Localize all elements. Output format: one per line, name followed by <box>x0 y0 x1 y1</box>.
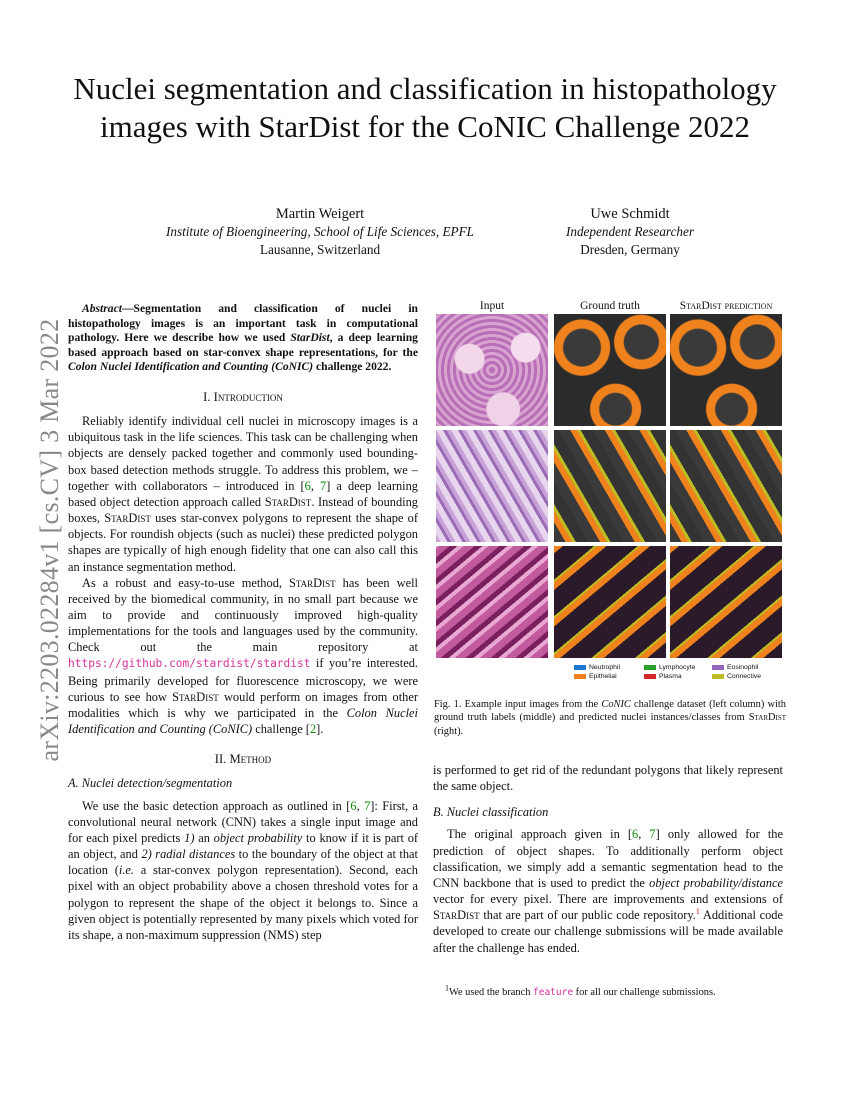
subsection-heading: B. Nuclei classification <box>433 805 549 820</box>
method-paragraph-b: The original approach given in [6, 7] only allowed for the prediction of object shapes. To additionally perform object classification, we simply add a semantic segmentation head to the CNN backbone that is used to predict the object probability/distance vector for every pixel. There are improvements and extensions of StarDist that are part of our public code repository.$^1$ Additional code developed to create our challenge submissions will be made available after the challenge has ended. <box>433 827 784 955</box>
section-heading-introduction: I. Introduction <box>203 389 283 404</box>
ground-truth-mask <box>554 314 666 426</box>
author-block <box>520 205 740 259</box>
prediction-mask <box>670 314 782 426</box>
abstract: Abstract—Segmentation and classification of nuclei in histopathology images is an important task in computational pathology. Here we describe how we used StarDist, a deep learning based approach based on star-convex shape representations, for the Colon Nuclei Identification and Counting (CoNIC) challenge 2022. <box>68 302 418 374</box>
legend-item: Eosinophil <box>712 664 758 671</box>
footnote-marker[interactable]: 1 <box>695 907 700 917</box>
figure-column-header: Ground truth <box>580 300 640 312</box>
intro-paragraph-2: As a robust and easy-to-use method, StarDist has been well received by the biomedical community, in no small part because we aim to provide and continuously improved high-quality implementations for the tools and languages used by the community. Check out the main repository at https://github.com/stardist/stardist if you’re interested. Being primarily developed for fluorescence microscopy, we were curious to see how StarDist would perform on images from other modalities which is why we participated in the Colon Nuclei Identification and Counting (CoNIC) challenge [2]. <box>68 575 418 737</box>
legend-item: Lymphocyte <box>644 664 695 671</box>
citation-link[interactable]: 6 <box>304 478 311 493</box>
ground-truth-mask <box>554 430 666 542</box>
method-paragraph-a: We use the basic detection approach as outlined in [6, 7]: First, a convolutional neural network (CNN) takes a single input image and for each pixel predicts 1) an object probability to know if it is part of an object, and 2) radial distances to the boundary of the object at that location (i.e. a star-convex polygon representation). Second, each pixel with an object probability above a chosen threshold votes for a polygon to represent the shape of the object it belongs to. Since a given object is potentially represented by many pixels which voted for its shape, a non-maximum suppression (NMS) step <box>68 798 419 942</box>
repository-link[interactable]: https://github.com/stardist/stardist <box>68 657 311 671</box>
author-name: Martin Weigert <box>275 206 365 222</box>
histology-input-image <box>436 314 548 426</box>
figure-column-header: Input <box>479 300 505 312</box>
prediction-mask <box>670 430 782 542</box>
figure-column-header: StarDist prediction <box>679 300 773 312</box>
subsection-heading: A. Nuclei detection/segmentation <box>68 776 233 791</box>
branch-code: feature <box>533 987 574 998</box>
figure-1 <box>434 300 786 690</box>
citation-link[interactable]: 7 <box>364 798 371 813</box>
arxiv-sidebar: arXiv:2203.02284v1 [cs.CV] 3 Mar 2022 <box>35 318 64 762</box>
author-location: Lausanne, Switzerland <box>259 242 381 257</box>
right-column <box>433 762 783 956</box>
footnote: $^1$We used the branch feature for all our challenge submissions. <box>445 983 716 998</box>
histology-input-image <box>436 546 548 658</box>
citation-link[interactable]: 6 <box>632 827 639 842</box>
prediction-mask <box>670 546 782 658</box>
legend-swatch <box>644 665 656 670</box>
legend-swatch <box>574 674 586 679</box>
citation-link[interactable]: 7 <box>649 827 656 842</box>
method-paragraph-a-continued: is performed to get rid of the redundant polygons that likely represent the same object. <box>433 763 783 794</box>
figure-caption: Fig. 1. Example input images from the CoNIC challenge dataset (left column) with ground truth labels (middle) and predicted nuclei instances/classes from StarDist (right). <box>434 699 786 737</box>
legend-swatch <box>644 674 656 679</box>
intro-paragraph-1: Reliably identify individual cell nuclei in microscopy images is a ubiquitous task in the life sciences. This task can be challenging when objects are densely packed together and commonly used bounding-box based detection methods struggle. To address this problem, we – together with collaborators – introduced in [6, 7] a deep learning based object detection approach called StarDist. Instead of bounding boxes, StarDist uses star-convex polygons to represent the shape of objects. For roundish objects (such as nuclei) these predicted polygon shapes are typically of high enough fidelity that one can also call this an instance segmentation method. <box>68 414 419 574</box>
author-affiliation: Independent Researcher <box>565 224 695 239</box>
legend-swatch <box>712 674 724 679</box>
citation-link[interactable]: 2 <box>309 722 317 737</box>
histology-input-image <box>436 430 548 542</box>
ground-truth-mask <box>554 546 666 658</box>
legend-item: Epithelial <box>574 673 617 680</box>
citation-link[interactable]: 7 <box>320 478 327 493</box>
legend-item: Neutrophil <box>574 664 620 671</box>
author-block <box>130 205 510 259</box>
author-name: Uwe Schmidt <box>590 206 670 222</box>
section-heading-method: II. Method <box>214 752 272 767</box>
legend-item: Plasma <box>644 673 682 680</box>
legend-item: Connective <box>712 673 761 680</box>
author-affiliation: Institute of Bioengineering, School of Life Sciences, EPFL <box>165 224 474 239</box>
legend-swatch <box>712 665 724 670</box>
left-column <box>68 302 418 943</box>
citation-link[interactable]: 6 <box>350 798 357 813</box>
author-location: Dresden, Germany <box>580 242 680 257</box>
paper-title: Nuclei segmentation and classification in histopathology images with StarDist for the CoNIC Challenge 2022 <box>73 71 777 144</box>
legend-swatch <box>574 665 586 670</box>
